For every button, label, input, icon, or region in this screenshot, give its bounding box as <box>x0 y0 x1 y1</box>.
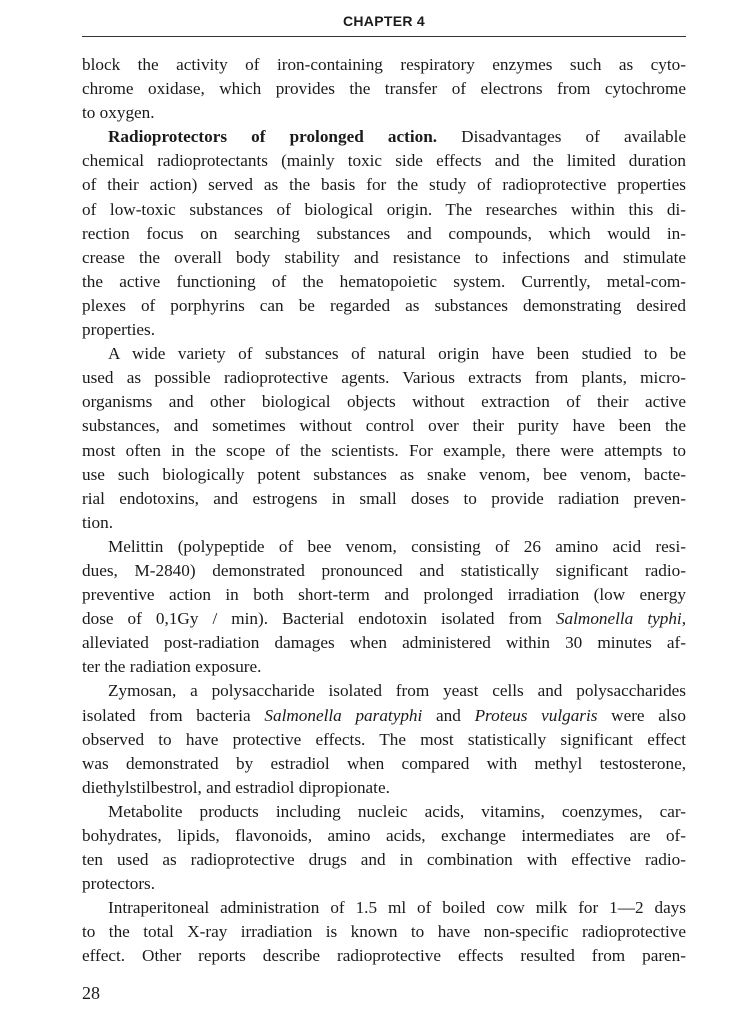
text-line <box>82 270 686 294</box>
running-header: CHAPTER 4 <box>342 13 426 29</box>
text-line <box>82 944 686 968</box>
italic-term: Salmonella paratyphi <box>264 705 423 725</box>
text-line <box>82 390 686 414</box>
text-run: , <box>681 609 686 629</box>
text-run: properties. <box>82 320 156 340</box>
text-run: Disadvantages of available <box>437 127 687 147</box>
text-run: A wide variety of substances of natural origin have been studied to be <box>108 344 686 364</box>
text-line <box>82 101 686 125</box>
text-run: rection focus on searching substances and compounds, which would in- <box>82 223 686 243</box>
text-run: ter the radiation exposure. <box>82 657 262 677</box>
text-line <box>82 896 686 920</box>
text-run: isolated from bacteria <box>82 705 265 725</box>
text-run: Melittin (polypeptide of bee venom, consisting of 26 amino acid resi- <box>108 536 686 556</box>
text-line <box>82 535 686 559</box>
text-line <box>82 414 686 438</box>
text-line <box>82 366 686 390</box>
text-run: tion. <box>82 512 114 532</box>
text-run: the active functioning of the hematopoietic system. Currently, metal-com- <box>82 271 686 291</box>
text-run: block the activity of iron-containing respiratory enzymes such as cyto- <box>82 55 686 74</box>
text-line <box>82 607 686 631</box>
text-line <box>82 439 686 463</box>
text-run: dues, M-2840) demonstrated pronounced and statistically significant radio- <box>82 560 686 580</box>
text-line <box>82 728 686 752</box>
text-line <box>82 294 686 318</box>
text-line <box>82 463 686 487</box>
text-line <box>82 655 686 679</box>
text-line <box>82 679 686 703</box>
text-run: protectors. <box>82 874 156 894</box>
text-line <box>82 222 686 246</box>
text-line <box>82 149 686 173</box>
bold-heading: Radioprotectors of prolonged action. <box>108 127 438 147</box>
text-line <box>82 53 686 77</box>
text-line <box>82 511 686 535</box>
text-line <box>82 125 686 149</box>
text-line <box>82 824 686 848</box>
text-run: Intraperitoneal administration of 1.5 ml of boiled cow milk for 1—2 days <box>108 898 686 918</box>
text-line <box>82 173 686 197</box>
text-run: bohydrates, lipids, flavonoids, amino acids, exchange intermediates are of- <box>82 826 686 845</box>
text-run: chemical radioprotectants (mainly toxic side effects and the limited duration <box>82 151 686 171</box>
text-line <box>82 198 686 222</box>
text-line <box>82 246 686 270</box>
body-text <box>82 53 686 969</box>
text-run: diethylstilbestrol, and estradiol dipropionate. <box>82 777 390 797</box>
italic-term: Proteus vulgaris <box>474 705 598 725</box>
text-run: crease the overall body stability and resistance to infections and stimulate <box>82 247 686 267</box>
text-run: most often in the scope of the scientists. For example, there were attempts to <box>82 440 686 460</box>
text-line <box>82 752 686 776</box>
text-run: Zymosan, a polysaccharide isolated from yeast cells and polysaccharides <box>108 681 686 701</box>
text-run: of low-toxic substances of biological origin. The researches within this di- <box>82 199 686 219</box>
text-run: of their action) served as the basis for the study of radioprotective properties <box>82 175 686 195</box>
text-run: to oxygen. <box>82 103 155 123</box>
header-rule <box>82 36 686 37</box>
text-line <box>82 342 686 366</box>
text-line <box>82 631 686 655</box>
text-run: organisms and other biological objects without extraction of their active <box>82 392 686 412</box>
text-line <box>82 318 686 342</box>
text-run: plexes of porphyrins can be regarded as substances demonstrating desired <box>82 295 686 315</box>
text-run: use such biologically potent substances as snake venom, bee venom, bacte- <box>82 464 686 484</box>
text-run: was demonstrated by estradiol when compared with methyl testosterone, <box>82 753 686 773</box>
text-line <box>82 77 686 101</box>
text-run: chrome oxidase, which provides the transfer of electrons from cytochrome <box>82 79 686 99</box>
text-line <box>82 583 686 607</box>
text-run: Metabolite products including nucleic acids, vitamins, coenzymes, car- <box>108 801 686 821</box>
text-run: alleviated post-radiation damages when administered within 30 minutes af- <box>82 633 686 653</box>
text-run: and <box>422 705 475 725</box>
text-run: dose of 0,1Gy / min). Bacterial endotoxin isolated from <box>82 609 556 629</box>
text-run: used as possible radioprotective agents. Various extracts from plants, micro- <box>82 368 686 388</box>
text-run: preventive action in both short-term and prolonged irradiation (low energy <box>82 585 686 605</box>
text-line <box>82 487 686 511</box>
text-line <box>82 848 686 872</box>
text-run: were also <box>597 705 686 725</box>
text-line <box>82 920 686 944</box>
text-line <box>82 704 686 728</box>
italic-term: Salmonella typhi <box>555 609 682 629</box>
text-line <box>82 559 686 583</box>
text-run: substances, and sometimes without control over their purity have been the <box>82 416 686 436</box>
text-run: to the total X-ray irradiation is known to have non-specific radioprotective <box>82 922 686 942</box>
text-run: rial endotoxins, and estrogens in small doses to provide radiation preven- <box>82 488 686 508</box>
text-run: effect. Other reports describe radioprotective effects resulted from paren- <box>82 946 686 966</box>
text-line <box>82 800 686 824</box>
page-number: 28 <box>82 983 100 1003</box>
text-line <box>82 872 686 896</box>
text-run: observed to have protective effects. The most statistically significant effect <box>82 729 686 749</box>
text-line <box>82 776 686 800</box>
text-run: ten used as radioprotective drugs and in combination with effective radio- <box>82 850 686 870</box>
